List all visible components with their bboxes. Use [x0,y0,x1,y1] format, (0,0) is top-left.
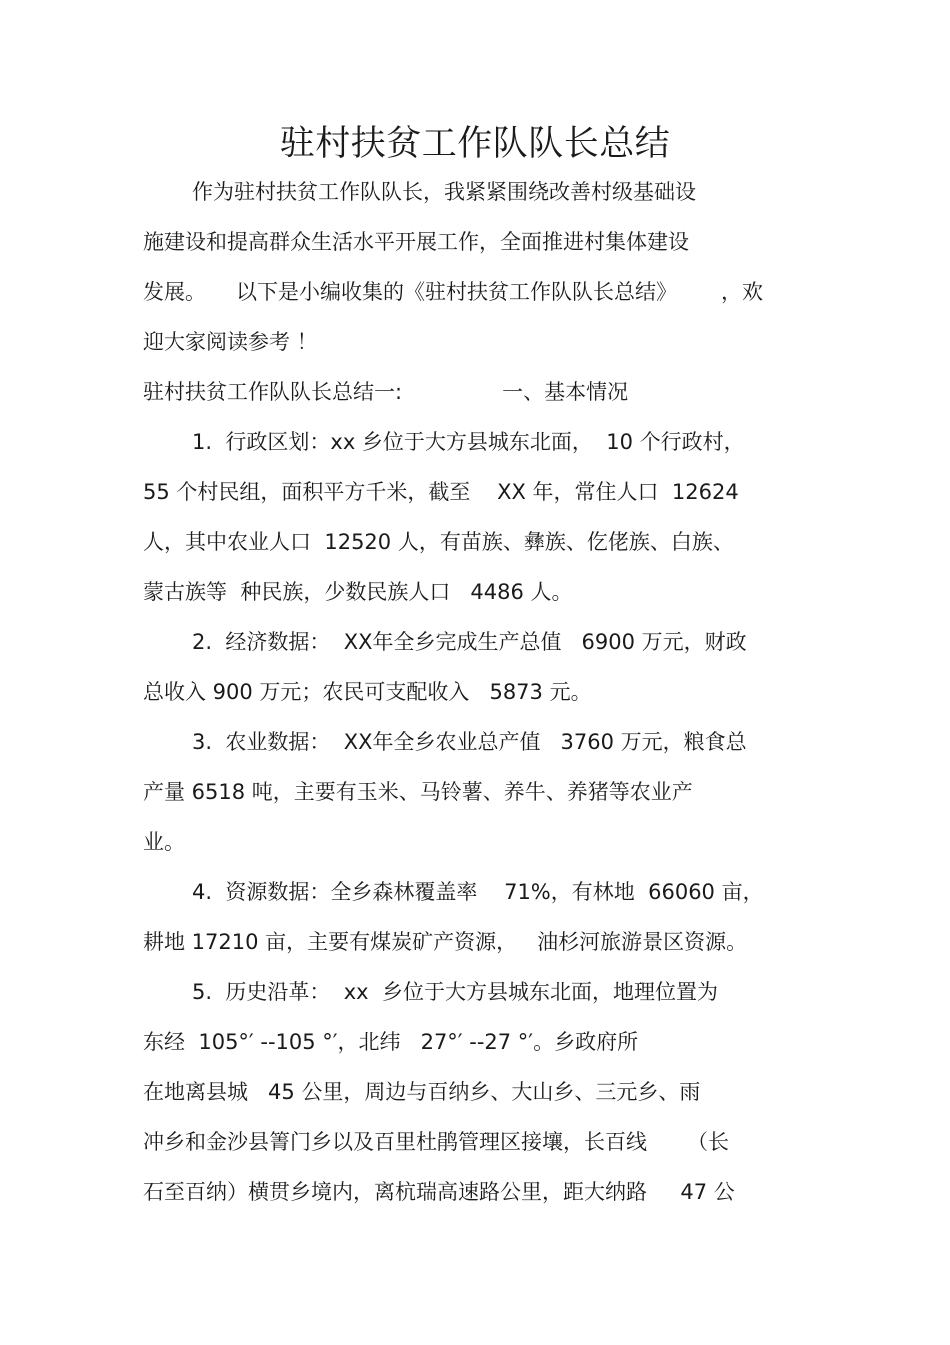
item-5-line-1: 5. 历史沿革： xx 乡位于大方县城东北面，地理位置为 [192,980,718,1004]
item-2-line-2: 总收入 900 万元；农民可支配收入 5873 元。 [143,680,592,704]
item-5-line-4: 冲乡和金沙县箐门乡以及百里杜鹃管理区接壤，长百线 （长 [143,1130,730,1154]
intro-line-1: 作为驻村扶贫工作队队长，我紧紧围绕改善村级基础设 [192,180,696,204]
item-1-line-4: 蒙古族等 种民族，少数民族人口 4486 人。 [143,580,573,604]
intro-line-3-a: 发展。 [143,280,206,304]
item-1-line-3: 人，其中农业人口 12520 人，有苗族、彝族、仡佬族、白族、 [143,530,734,554]
document-title: 驻村扶贫工作队队长总结 [279,124,671,164]
item-4-line-1: 4. 资源数据：全乡森林覆盖率 71%，有林地 66060 亩， [192,880,764,904]
intro-line-3-b: 以下是小编收集的《驻村扶贫工作队队长总结》 [236,280,677,304]
intro-line-3-c: ，欢 [721,280,763,304]
item-5-line-3: 在地离县城 45 公里，周边与百纳乡、大山乡、三元乡、雨 [143,1080,701,1104]
item-1-line-2: 55 个村民组，面积平方千米，截至 XX 年，常住人口 12624 [143,480,739,504]
item-5-line-2: 东经 105°′ --105 °′，北纬 27°′ --27 °′。乡政府所 [143,1030,639,1054]
section-heading-right: 一、基本情况 [502,380,629,404]
intro-line-4: 迎大家阅读参考 ！ [143,330,318,354]
section-heading-left: 驻村扶贫工作队队长总结一: [143,380,403,404]
intro-line-2: 施建设和提高群众生活水平开展工作，全面推进村集体建设 [143,230,689,254]
item-1-line-1: 1. 行政区划：xx 乡位于大方县城东北面， 10 个行政村， [192,430,745,454]
section-heading [143,376,808,408]
item-3-line-1: 3. 农业数据： XX年全乡农业总产值 3760 万元，粮食总 [192,730,747,754]
item-3-line-2: 产量 6518 吨，主要有玉米、马铃薯、养牛、养猪等农业产 [143,780,693,804]
item-5-line-5: 石至百纳）横贯乡境内，离杭瑞高速路公里，距大纳路 47 公 [143,1180,735,1204]
intro-line-3 [143,276,808,308]
item-3-line-3: 业。 [143,830,185,854]
item-2-line-1: 2. 经济数据： XX年全乡完成生产总值 6900 万元，财政 [192,630,747,654]
item-4-line-2: 耕地 17210 亩，主要有煤炭矿产资源， 油杉河旅游景区资源。 [143,930,748,954]
